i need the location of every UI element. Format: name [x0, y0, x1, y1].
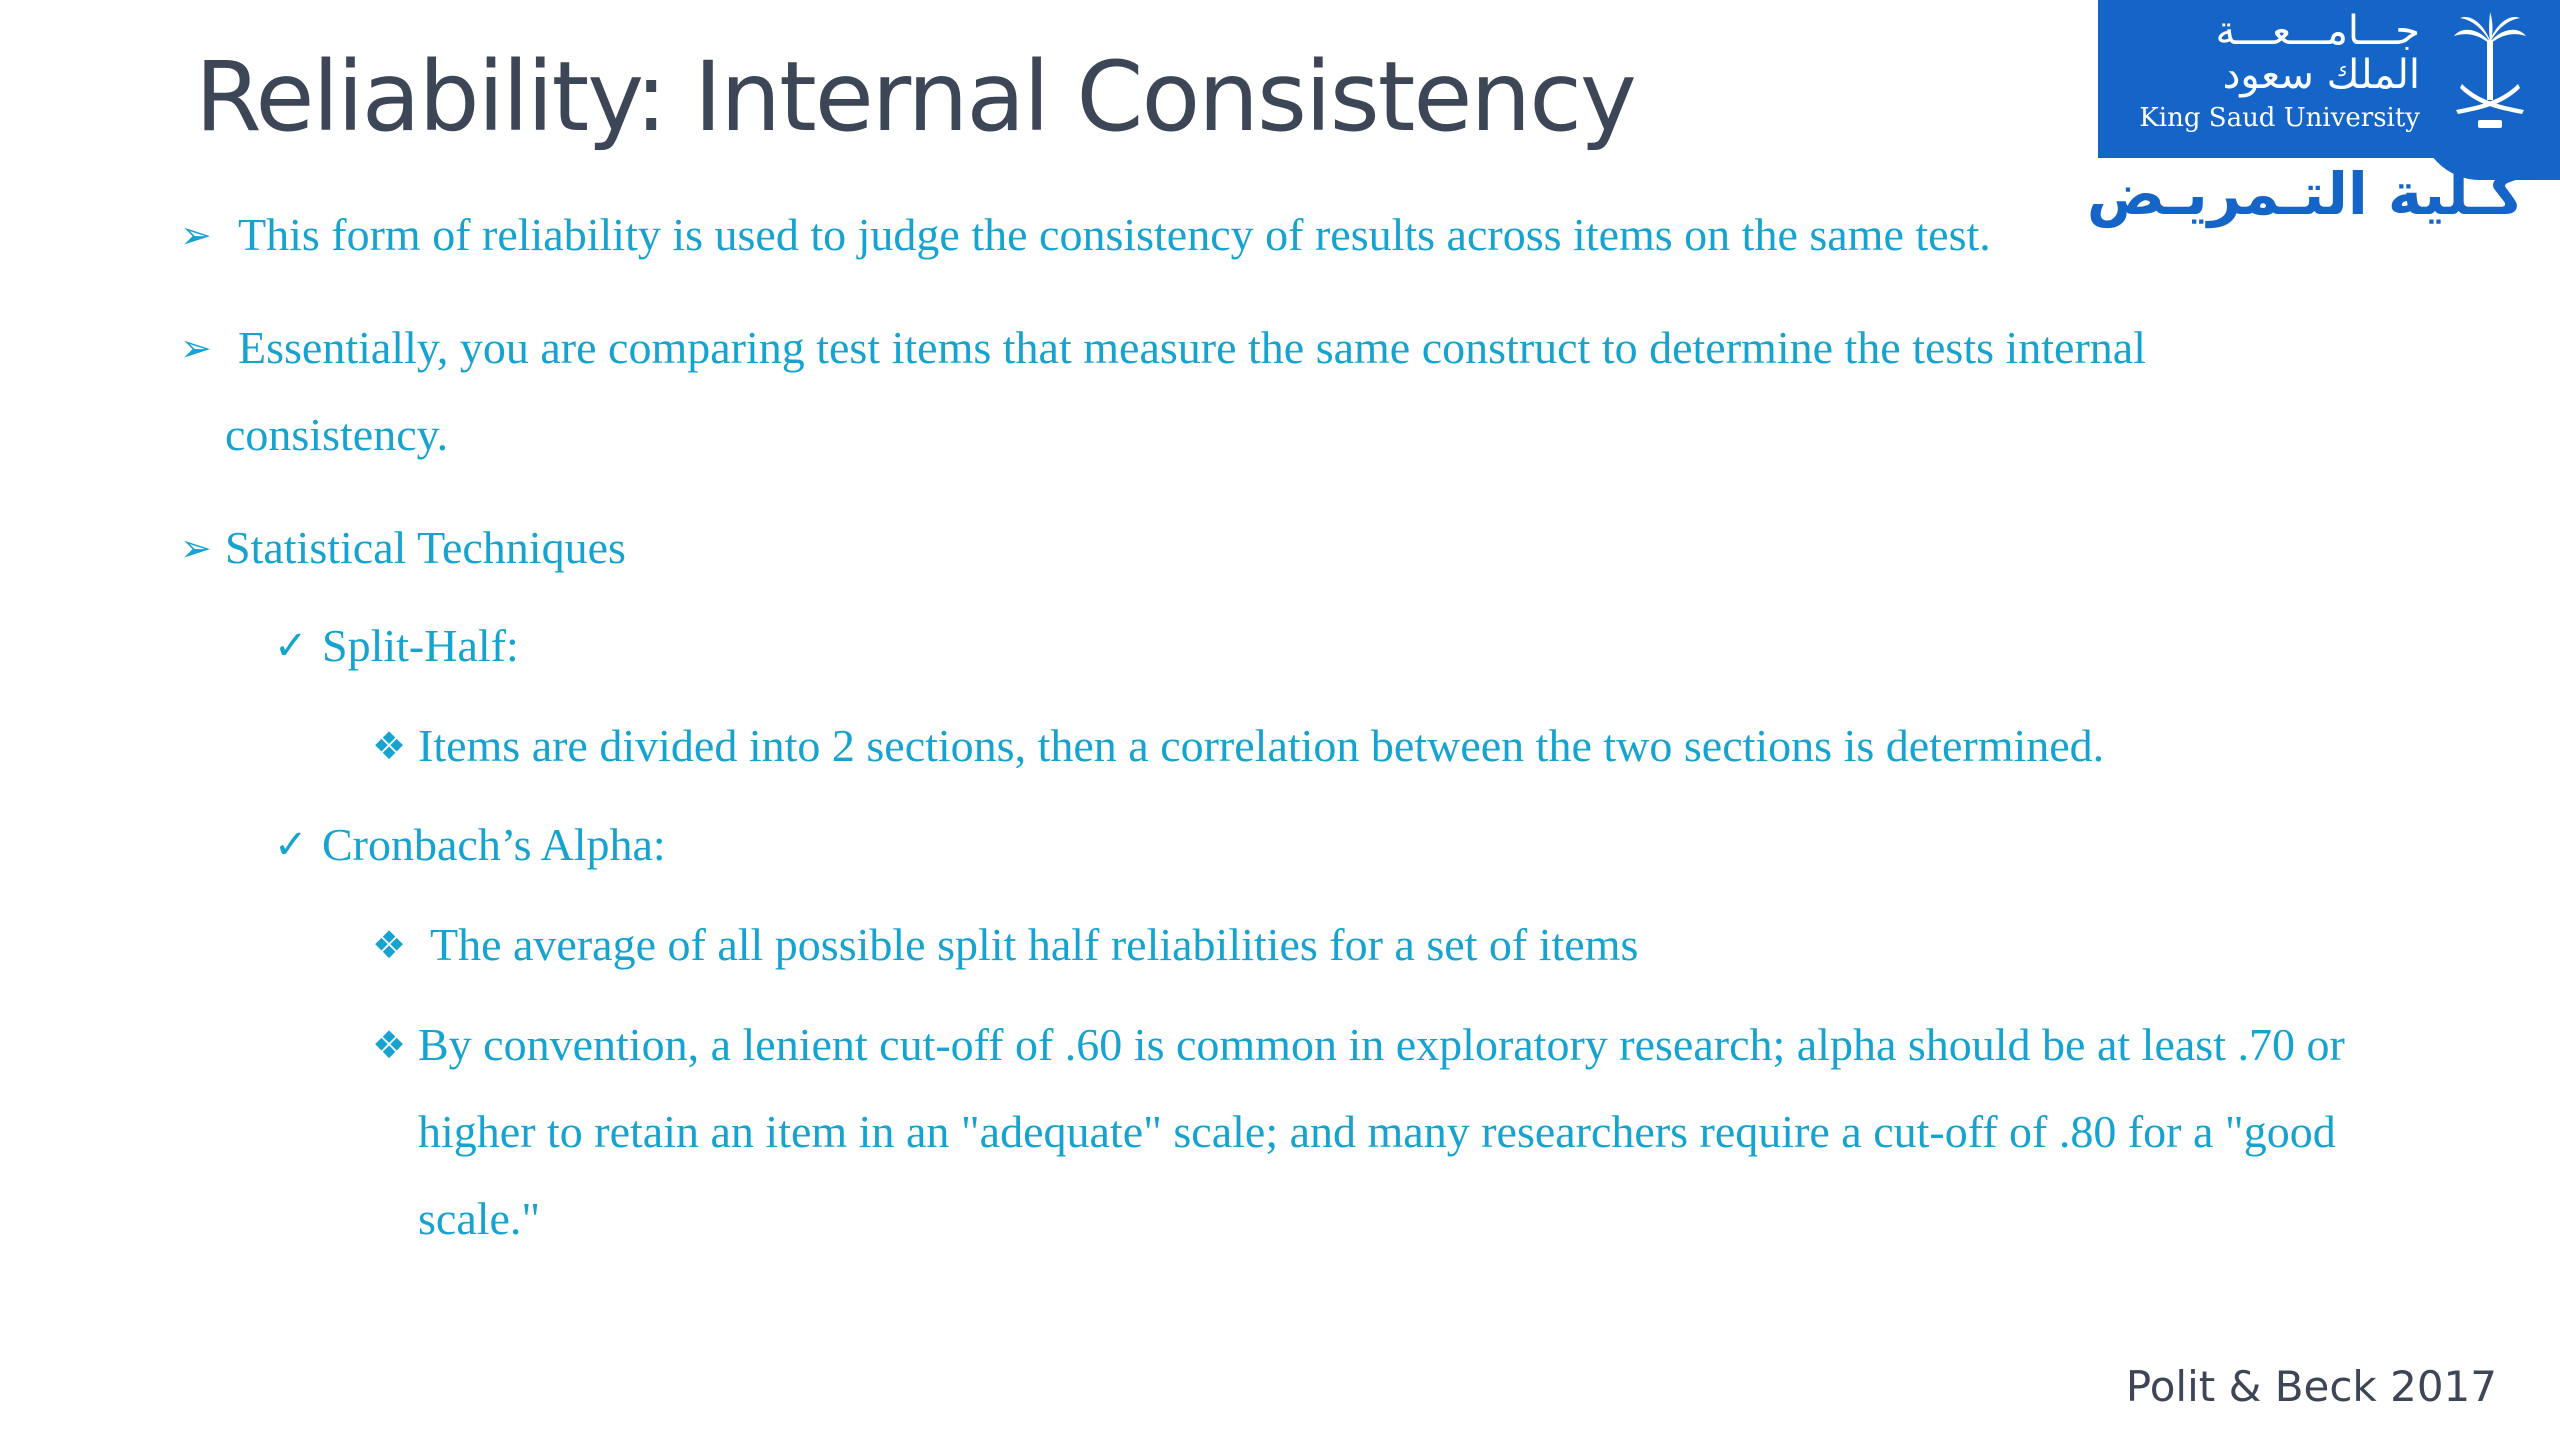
arrow-bullet-icon: ➢ — [180, 213, 212, 257]
logo-english-name: King Saud University — [2139, 103, 2420, 133]
checkmark-bullet-icon: ✓ — [274, 822, 308, 868]
subbullet-cronbach-alpha: Cronbach’s Alpha: — [322, 819, 666, 870]
bullet-statistical-techniques: Statistical Techniques — [225, 522, 626, 573]
cronbach-convention-line2: higher to retain an item in an "adequate" scale; and many researchers require a cut-off of .80 for a "good — [418, 1106, 2336, 1157]
logo-arabic-name: الملك سعود — [2222, 52, 2420, 98]
cronbach-convention-line3: scale." — [418, 1193, 541, 1244]
citation-footer: Polit & Beck 2017 — [2125, 1362, 2497, 1411]
split-half-description: Items are divided into 2 sections, then a correlation between the two sections is determined. — [418, 720, 2105, 771]
bullet-comparing-items-line1: Essentially, you are comparing test items that measure the same construct to determine the tests internal — [238, 322, 2146, 373]
slide-title: Reliability: Internal Consistency — [195, 41, 1635, 153]
logo-arabic-university: جـــامـــعـــة — [2215, 8, 2420, 54]
cronbach-convention-line1: By convention, a lenient cut-off of .60 is common in exploratory research; alpha should be at least .70 or — [418, 1019, 2345, 1070]
diamond-bullet-icon: ❖ — [372, 923, 407, 967]
arrow-bullet-icon: ➢ — [180, 526, 212, 570]
palm-swords-emblem-icon — [2448, 10, 2532, 140]
faculty-of-nursing-label: كـلية التـمريـض — [2086, 160, 2524, 228]
bullet-comparing-items-line2: consistency. — [225, 409, 449, 460]
checkmark-bullet-icon: ✓ — [274, 623, 308, 669]
diamond-bullet-icon: ❖ — [372, 724, 407, 768]
diamond-bullet-icon: ❖ — [372, 1023, 407, 1067]
cronbach-average-description: The average of all possible split half reliabilities for a set of items — [430, 919, 1639, 970]
subbullet-split-half: Split-Half: — [322, 620, 519, 671]
arrow-bullet-icon: ➢ — [180, 326, 212, 370]
bullet-consistency-results: This form of reliability is used to judge the consistency of results across items on the same test. — [238, 209, 1991, 260]
